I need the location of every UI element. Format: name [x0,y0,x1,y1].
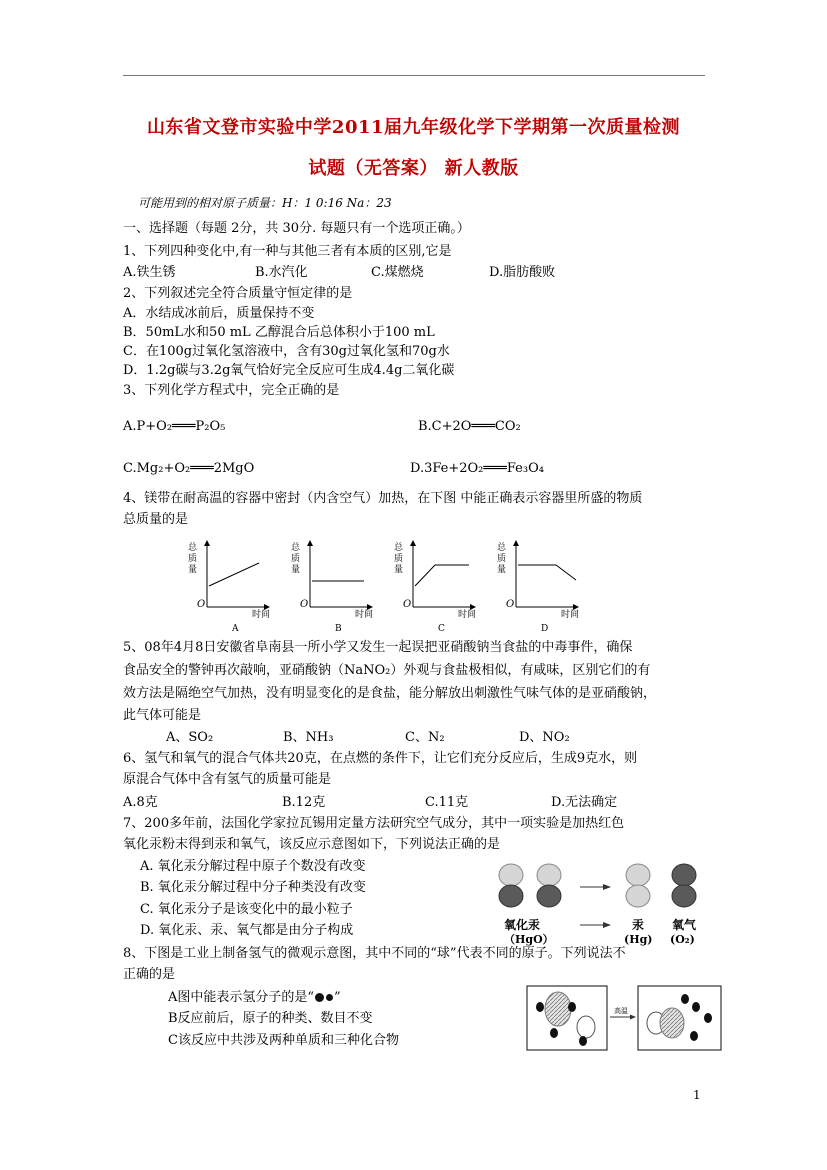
xlabel-d: 时间 [561,610,580,620]
h-atom [550,1028,558,1038]
o-atom [499,885,523,907]
label-o2-formula: (O₂) [670,933,695,946]
q8-diagram [526,985,722,1053]
q3-option-d: D.3Fe+2O₂═══Fe₃O₄ [410,461,544,476]
black-atom-icon [326,994,333,1001]
label-hg: 汞 [632,918,645,932]
graph-label-c: C [438,624,445,634]
q5-line-3: 效方法是隔绝空气加热，没有明显变化的是食盐，能分解放出刺激性气味气体的是亚硝酸钠， [123,686,657,701]
q5-option-c: C、N₂ [405,730,445,745]
xlabel-c: 时间 [458,610,477,620]
h-atom [692,1002,700,1012]
ylabel-c-2: 质 [394,554,404,564]
q8-line-1: 8、下图是工业上制备氢气的微观示意图，其中不同的“球”代表不同的原子。下列说法不 [123,946,626,961]
q8-option-c: C该反应中共涉及两种单质和三种化合物 [168,1033,399,1048]
c-atom [545,992,571,1026]
h-atom [690,1031,698,1041]
q7-line-2: 氧化汞粉末得到汞和氧气，该反应示意图如下，下列说法正确的是 [123,837,501,852]
q1-option-d: D.脂肪酸败 [489,265,556,280]
atomic-masses: 可能用到的相对原子质量：H：1 0:16 Na：23 [138,196,392,210]
q4-line-1: 4、镁带在耐高温的容器中密封（内含空气）加热，在下图 中能正确表示容器里所盛的物质 [123,491,643,506]
title-line-1: 山东省文登市实验中学2011届九年级化学下学期第一次质量检测 [146,117,681,138]
q3-option-a: A.P+O₂═══P₂O₅ [123,419,226,434]
graph-b [291,541,373,634]
ylabel-c-1: 总 [394,543,404,553]
q5-line-2: 食品安全的警钟再次敲响，亚硝酸钠（NaNO₂）外观与食盐极相似，有咸味，区别它们的有 [123,663,651,678]
q2-option-d: D．1.2g碳与3.2g氧气恰好完全反应可生成4.4g二氧化碳 [123,363,455,378]
header-rule [123,75,705,76]
xlabel-b: 时间 [355,610,374,620]
hg-atom [499,864,523,886]
ylabel-d-1: 总 [497,543,507,553]
q3-option-c: C.Mg₂+O₂═══2MgO [123,461,255,476]
section-heading: 一、选择题（每题 2分，共 30分. 每题只有一个选项正确。） [123,221,470,236]
q5-option-a: A、SO₂ [166,730,214,745]
graph-a [188,541,270,634]
q2-option-a: A．水结成冰前后，质量保持不变 [123,306,315,321]
ylabel-d-2: 质 [497,554,507,564]
q5-line-1: 5、08年4月8日安徽省阜南县一所小学又发生一起误把亚硝酸钠当食盐的中毒事件，确保 [123,640,633,655]
o-atom [577,1016,595,1038]
o-atom [672,864,696,886]
label-hgo-formula: （HgO） [504,933,554,946]
ylabel-a-2: 质 [188,554,198,564]
arrow-label: 高温 [614,1007,628,1015]
ylabel-a-3: 量 [188,565,198,575]
label-hgo: 氧化汞 [504,918,541,932]
hg-atom [537,864,561,886]
graph-c [394,541,476,634]
label-o2: 氧气 [672,918,697,932]
title-line-2: 试题（无答案） 新人教版 [308,158,519,179]
q7-diagram [492,860,717,948]
q7-option-b: B. 氧化汞分解过程中分子种类没有改变 [140,880,366,895]
q6-option-a: A.8克 [123,795,158,810]
q1-stem: 1、下列四种变化中,有一种与其他三者有本质的区别,它是 [123,244,452,259]
graph-label-b: B [335,624,342,634]
origin-b: O [300,599,309,610]
origin-d: O [506,599,515,610]
q8-option-a [168,990,341,1006]
origin-c: O [403,599,412,610]
graph-label-a: A [232,624,239,634]
ylabel-d-3: 量 [497,565,507,575]
o-atom [672,885,696,907]
q5-option-b: B、NH₃ [283,730,334,745]
q6-line-1: 6、氢气和氧气的混合气体共20克，在点燃的条件下，让它们充分反应后，生成9克水，则 [123,751,638,766]
h-atom [681,994,689,1004]
q6-option-d: D.无法确定 [551,795,618,810]
o-atom [537,885,561,907]
page-number: 1 [693,1088,701,1102]
q8-option-b: B反应前后，原子的种类、数目不变 [168,1011,373,1026]
q6-option-c: C.11克 [425,795,469,810]
q1-option-c: C.煤燃烧 [371,265,424,280]
q6-option-b: B.12克 [282,795,326,810]
q7-line-1: 7、200多年前，法国化学家拉瓦锡用定量方法研究空气成分，其中一项实验是加热红色 [123,816,625,831]
q5-option-d: D、NO₂ [519,730,570,745]
q5-line-4: 此气体可能是 [123,708,202,723]
q2-option-b: B．50mL水和50 mL 乙醇混合后总体积小于100 mL [123,325,435,340]
graph-d [497,541,579,634]
q6-line-2: 原混合气体中含有氢气的质量可能是 [123,772,332,787]
q4-line-2: 总质量的是 [123,512,189,527]
q8-option-a-post: ” [334,990,341,1005]
h-atom [579,1036,587,1046]
ylabel-b-1: 总 [291,543,301,553]
q1-option-a: A.铁生锈 [123,265,176,280]
q1-option-b: B.水汽化 [255,265,308,280]
q4-graphs [175,535,595,635]
graph-label-d: D [541,624,549,634]
h-atom [536,1002,544,1012]
ylabel-b-3: 量 [291,565,301,575]
origin-a: O [197,599,206,610]
h-atom [704,1013,712,1023]
q2-option-c: C．在100g过氧化氢溶液中，含有30g过氧化氢和70g水 [123,344,450,359]
black-atom-icon [315,993,324,1002]
q7-option-a: A. 氧化汞分解过程中原子个数没有改变 [140,859,366,874]
q8-line-2: 正确的是 [123,967,176,982]
h-atom [568,1002,576,1012]
ylabel-c-3: 量 [394,565,404,575]
hg-atom [626,885,650,907]
c-atom [660,1008,684,1038]
q7-option-c: C. 氧化汞分子是该变化中的最小粒子 [140,902,353,917]
q7-option-d: D. 氧化汞、汞、氧气都是由分子构成 [140,923,354,938]
ylabel-b-2: 质 [291,554,301,564]
xlabel-a: 时间 [252,610,271,620]
label-hg-formula: (Hg) [624,933,653,946]
q2-stem: 2、下列叙述完全符合质量守恒定律的是 [123,286,353,301]
ylabel-a-1: 总 [188,543,198,553]
q3-stem: 3、下列化学方程式中，完全正确的是 [123,383,340,398]
hg-atom [626,864,650,886]
q8-option-a-pre: A图中能表示氢分子的是“ [168,990,315,1005]
q3-option-b: B.C+2O═══CO₂ [418,419,521,434]
